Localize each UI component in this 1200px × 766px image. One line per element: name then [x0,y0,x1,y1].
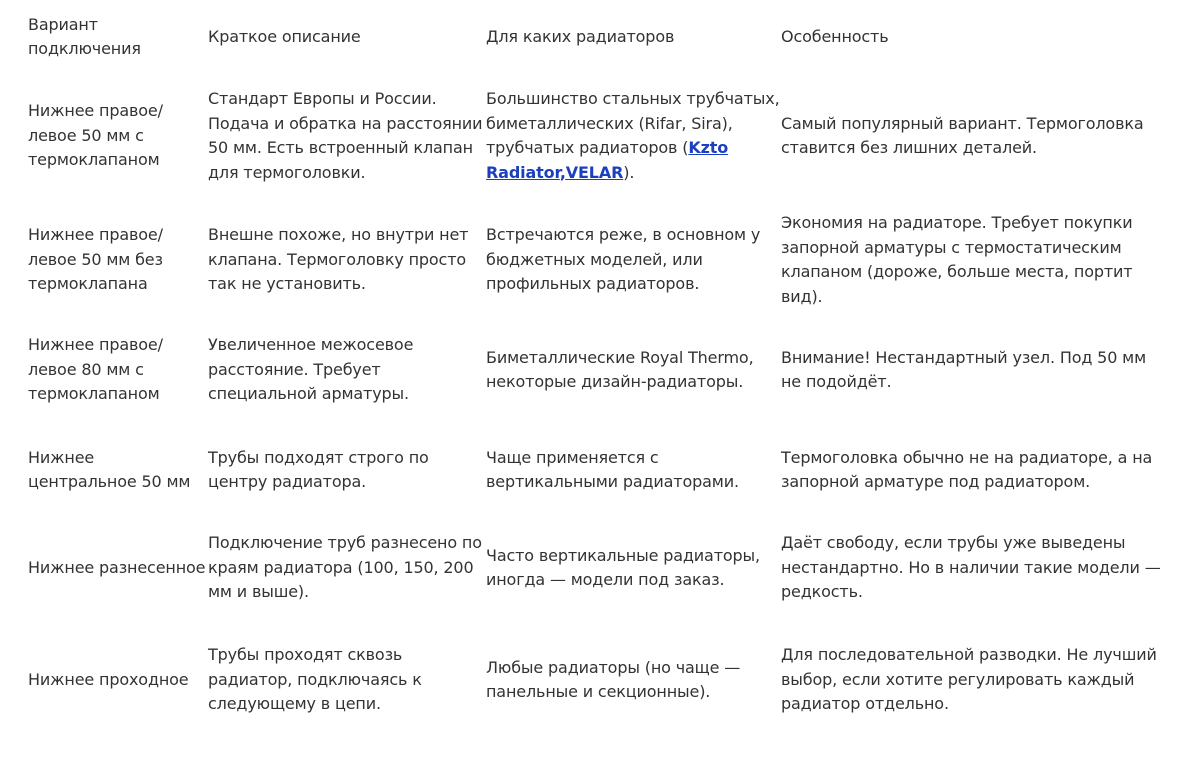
table-row-2-radiators [486,210,780,310]
header-feature [781,12,1161,62]
table-row-1-variant [28,86,206,186]
table-row-4-feature [781,432,1161,508]
table-row-5-radiators [486,530,780,606]
description-text: Трубы проходят сквозь радиатор, подключаясь к следующему в цепи. [208,645,422,714]
description-text: Стандарт Европы и России. Подача и обратка на расстоянии 50 мм. Есть встроенный клапан для термоголовки. [208,89,483,182]
radiators-text: Любые радиаторы (но чаще — панельные и секционные). [486,657,741,701]
variant-text: Нижнее правое/ левое 50 мм без термоклапана [28,225,163,294]
feature-text: Самый популярный вариант. Термоголовка ставится без лишних деталей. [781,113,1144,157]
radiators-text: Встречаются реже, в основном у бюджетных моделей, или профильных радиаторов. [486,225,761,294]
table-row-6-description [208,630,484,730]
feature-text: Экономия на радиаторе. Требует покупки запорной арматуры с термостатическим клапаном (дороже, больше места, портит вид). [781,213,1133,306]
variant-text: Нижнее правое/ левое 50 мм с термоклапаном [28,101,163,170]
feature-text: Даёт свободу, если трубы уже выведены нестандартно. Но в наличии такие модели — редкость. [781,533,1161,602]
variant-text: Нижнее проходное [28,669,189,689]
radiators-text: Часто вертикальные радиаторы, иногда — модели под заказ. [486,545,760,589]
variant-text: Нижнее разнесенное [28,557,206,577]
link-separator[interactable]: , [559,162,566,182]
table-row-4-radiators [486,432,780,508]
table-row-2-description [208,210,484,310]
header-description-label: Краткое описание [208,26,361,46]
table-row-1-radiators [486,86,780,186]
feature-text: Термоголовка обычно не на радиаторе, а на запорной арматуре под радиатором. [781,447,1153,491]
feature-text: Внимание! Нестандартный узел. Под 50 мм не подойдёт. [781,347,1147,391]
table-row-3-radiators [486,332,780,408]
radiators-text [486,87,780,185]
table-row-1-feature [781,86,1161,186]
table-row-3-variant [28,332,206,408]
feature-text: Для последовательной разводки. Не лучший выбор, если хотите регулировать каждый радиатор отдельно. [781,645,1157,714]
header-variant [28,12,206,62]
variant-text: Нижнее центральное 50 мм [28,447,191,491]
description-text: Увеличенное межосевое расстояние. Требует специальной арматуры. [208,335,414,404]
table-row-3-feature [781,332,1161,408]
table-row-1-description [208,86,484,186]
table-row-3-description [208,332,484,408]
radiators-suffix: ). [623,162,635,182]
table-row-5-variant [28,530,206,606]
table-row-2-variant [28,210,206,310]
table-row-4-description [208,432,484,508]
variant-text: Нижнее правое/ левое 80 мм с термоклапаном [28,335,163,404]
radiators-text: Чаще применяется с вертикальными радиаторами. [486,447,739,491]
description-text: Подключение труб разнесено по краям радиатора (100, 150, 200 мм и выше). [208,533,482,602]
description-text: Трубы подходят строго по центру радиатора. [208,447,429,491]
table-row-5-feature [781,530,1161,606]
header-variant-label: Вариант подключения [28,14,141,58]
table-row-6-feature [781,630,1161,730]
header-radiators-label: Для каких радиаторов [486,26,675,46]
header-radiators [486,12,780,62]
header-feature-label: Особенность [781,26,889,46]
radiators-text: Биметаллические Royal Thermo, некоторые дизайн-радиаторы. [486,347,754,391]
velar-link[interactable]: VELAR [565,162,624,182]
table-row-6-radiators [486,630,780,730]
table-row-4-variant [28,432,206,508]
kzto-radiator-link[interactable]: Kzto Radiator [486,138,729,182]
radiators-prefix: Большинство стальных трубчатых, биметаллических (Rifar, Sira), трубчатых радиаторов ( [486,89,780,157]
table-row-5-description [208,530,484,606]
description-text: Внешне похоже, но внутри нет клапана. Термоголовку просто так не установить. [208,225,469,294]
table-row-2-feature [781,210,1161,310]
table-row-6-variant [28,630,206,730]
header-description [208,12,484,62]
